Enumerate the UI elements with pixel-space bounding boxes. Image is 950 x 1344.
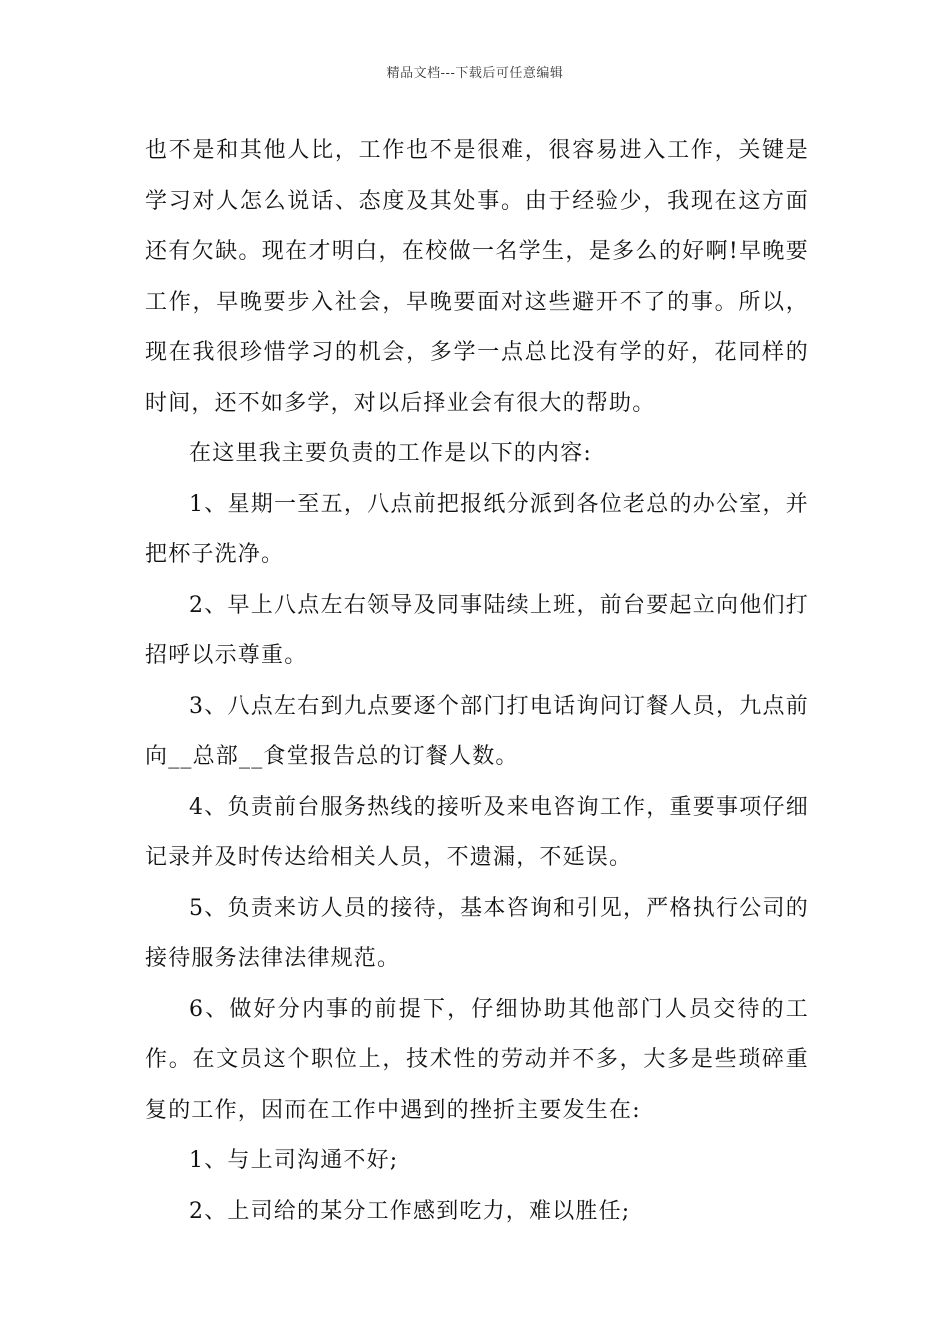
- paragraph-issue-1: 1、与上司沟通不好;: [189, 1148, 399, 1173]
- page-header: 精品文档---下载后可任意编辑: [386, 66, 564, 81]
- paragraph-duty-3: 3、八点左右到九点要逐个部门打电话询问订餐人员，九点前向__总部__食堂报告总的订餐人数。: [145, 693, 809, 769]
- paragraph-duty-1: 1、星期一至五，八点前把报纸分派到各位老总的办公室，并把杯子洗净。: [145, 491, 809, 567]
- document-body: [145, 126, 809, 1237]
- paragraph-duties-intro: 在这里我主要负责的工作是以下的内容:: [189, 441, 593, 466]
- paragraph-duty-6: 6、做好分内事的前提下，仔细协助其他部门人员交待的工作。在文员这个职位上，技术性的劳动并不多，大多是些琐碎重复的工作，因而在工作中遇到的挫折主要发生在:: [145, 996, 809, 1123]
- paragraph-issue-2: 2、上司给的某分工作感到吃力，难以胜任;: [189, 1198, 631, 1224]
- paragraph-duty-4: 4、负责前台服务热线的接听及来电咨询工作，重要事项仔细记录并及时传达给相关人员，不遗漏，不延误。: [145, 794, 809, 870]
- paragraph-duty-5: 5、负责来访人员的接待，基本咨询和引见，严格执行公司的接待服务法律法律规范。: [145, 895, 809, 971]
- paragraph-duty-2: 2、早上八点左右领导及同事陆续上班，前台要起立向他们打招呼以示尊重。: [145, 592, 809, 668]
- paragraph-continuation: 也不是和其他人比，工作也不是很难，很容易进入工作，关键是学习对人怎么说话、态度及其处事。由于经验少，我现在这方面还有欠缺。现在才明白，在校做一名学生，是多么的好啊!早晚要工作，早晚要步入社会，早晚要面对这些避开不了的事。所以，现在我很珍惜学习的机会，多学一点总比没有学的好，花同样的时间，还不如多学，对以后择业会有很大的帮助。: [145, 138, 809, 416]
